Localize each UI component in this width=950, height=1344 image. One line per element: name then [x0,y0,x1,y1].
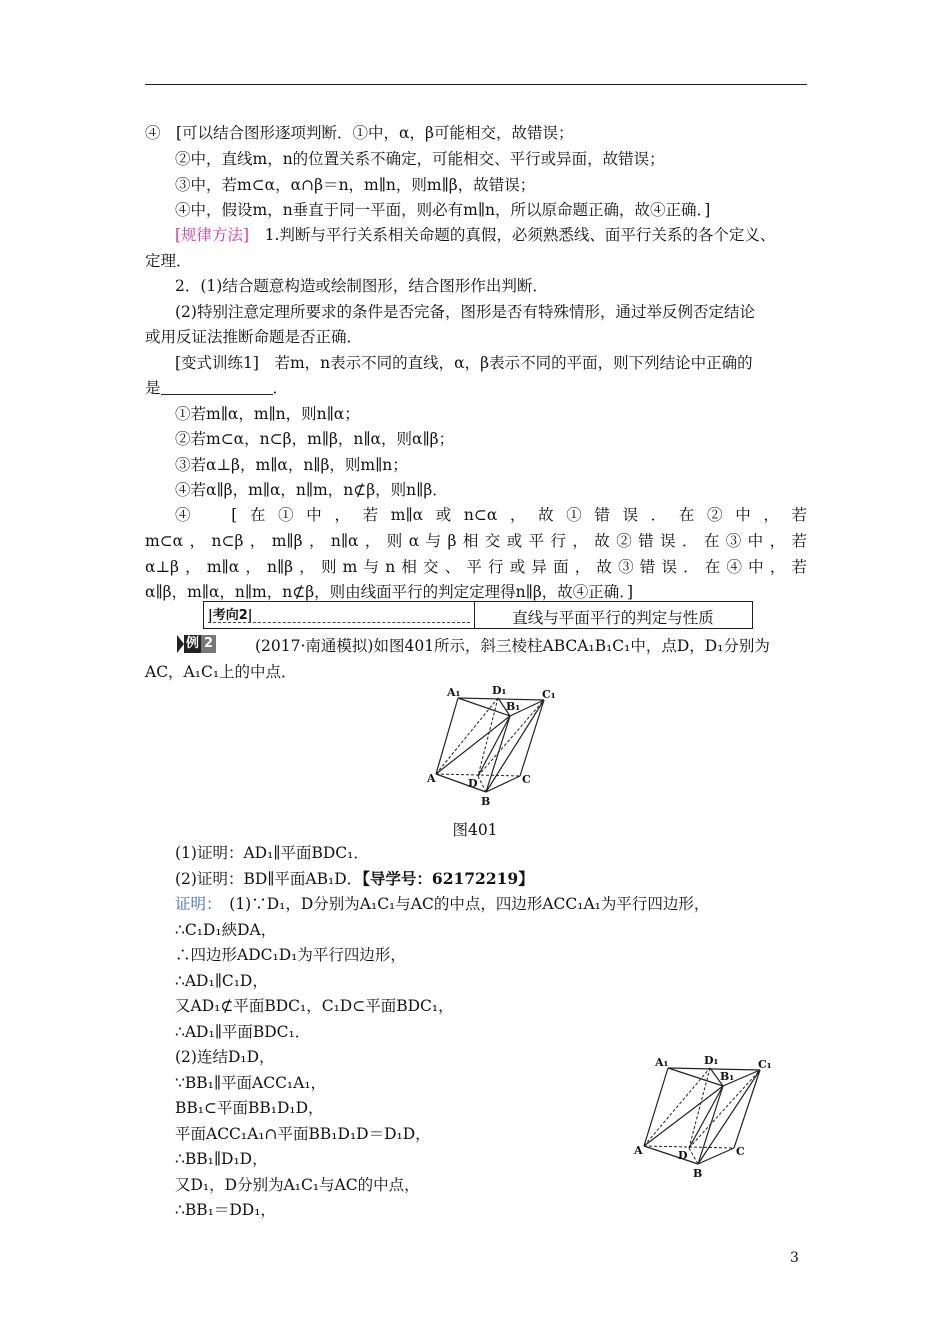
example-badge [177,635,216,653]
proof-line: ∵BB₁∥平面ACC₁A₁， [175,1074,327,1092]
text-line: 或用反证法推断命题是否正确． [145,328,363,346]
example-number: 2 [201,635,216,653]
method-line [175,225,807,245]
proof-line: 又AD₁⊄平面BDC₁，C₁D⊂平面BDC₁， [175,997,454,1015]
label-C: C [522,773,531,786]
proof-line: BB₁⊂平面BB₁D₁D， [175,1099,324,1117]
arrow-icon [177,635,184,653]
proof-line: ∴BB₁＝DD₁， [175,1201,276,1219]
header-rule [145,84,807,85]
text-line: ②中，直线m，n的位置关系不确定，可能相交、平行或异面，故错误； [175,150,665,168]
label-D: D [678,1149,688,1162]
prism-figure [420,684,560,809]
dashed-divider [208,622,470,623]
label-B1: B₁ [506,700,521,713]
prism-figure-repeat [628,1052,778,1180]
text-line: α∥β，m∥α，n∥m，n⊄β，则由线面平行的判定定理得n∥β，故④正确．] [145,583,634,601]
prism-diagram [420,684,560,809]
text-span: 是 [145,379,161,397]
option-line: ④若α∥β，m∥α，n∥m，n⊄β，则n∥β． [175,481,448,499]
label-C: C [736,1145,745,1158]
label-B: B [693,1167,703,1180]
option-line: ①若m∥α，m∥n，则n∥α； [175,405,360,423]
text-line: 定理． [145,252,192,270]
answer-line: ④ [可以结合图形逐项判断．①中，α，β可能相交，故错误； [145,124,574,142]
question-text: (2)证明：BD∥平面AB₁D． [175,870,363,888]
text-line: α⊥β，m∥α，n∥β，则m与n相交、平行或异面，故③错误．在④中，若 [145,558,807,576]
proof-line: ∴AD₁∥平面BDC₁． [175,1023,311,1041]
label-A: A [634,1144,643,1157]
text-line: ③中，若m⊂α，α∩β＝n，m∥n，则m∥β，故错误； [175,176,536,194]
question-line [175,869,807,889]
question-line: (1)证明：AD₁∥平面BDC₁． [175,844,369,862]
label-A: A [427,772,436,785]
proof-line: 又D₁，D分别为A₁C₁与AC的中点， [175,1176,420,1194]
section-header [203,601,753,629]
example-text: AC，A₁C₁上的中点． [145,663,297,681]
text-line: m⊂α，n⊂β，m∥β，n∥α，则α与β相交或平行，故②错误．在③中，若 [145,532,807,550]
proof-line [175,894,807,914]
proof-line: ∴BB₁∥D₁D， [175,1150,268,1168]
proof-text: (1)∵D₁，D分别为A₁C₁与AC的中点，四边形ACC₁A₁为平行四边形， [213,895,710,913]
proof-label: 证明： [175,895,214,913]
proof-line: 平面ACC₁A₁∩平面BB₁D₁D＝D₁D， [175,1125,431,1143]
option-line: ②若m⊂α，n⊂β，m∥β，n∥α，则α∥β； [175,430,455,448]
text-line: 2．(1)结合题意构造或绘制图形，结合图形作出判断． [175,277,548,295]
text-line: (2)特别注意定理所要求的条件是否完备，图形是否有特殊情形，通过举反例否定结论 [175,303,755,321]
text-line: ④中，假设m，n垂直于同一平面，则必有m∥n，所以原命题正确，故④正确．] [175,201,711,219]
label-B: B [481,795,491,808]
option-line: ③若α⊥β，m∥α，n∥β，则m∥n； [175,456,408,474]
section-tag: |考向2| [208,608,253,623]
exercise-heading: [变式训练1] 若m，n表示不同的直线，α，β表示不同的平面，则下列结论中正确的 [175,354,753,372]
label-D1: D₁ [704,1054,719,1067]
reference-number: 【导学号：62172219】 [362,869,534,888]
label-A1: A₁ [447,686,461,699]
text-line [145,378,807,398]
prism-diagram-repeat [628,1052,778,1180]
method-text: 1.判断与平行关系相关命题的真假，必须熟悉线、面平行关系的各个定义、 [249,226,776,244]
answer-line: ④ [在①中，若m∥α或n⊂α，故①错误．在②中，若 [175,506,807,524]
method-tag: [规律方法] [175,226,250,244]
label-A1: A₁ [655,1056,669,1069]
proof-line: (2)连结D₁D， [175,1048,275,1066]
proof-line: ∴AD₁∥C₁D， [175,972,268,990]
answer-blank [161,380,273,395]
section-title: 直线与平面平行的判定与性质 [512,609,714,627]
proof-line: ∴C₁D₁綊DA， [175,921,277,939]
label-B1: B₁ [720,1070,735,1083]
text-span: ． [272,379,289,397]
figure-caption: 图401 [452,821,498,839]
section-tag-cell [204,602,475,628]
label-D1: D₁ [492,684,507,697]
example-label: 例 [186,636,200,651]
example-text: (2017·南通模拟)如图401所示，斜三棱柱ABCA₁B₁C₁中，点D，D₁分别为 [255,637,770,655]
page-number: 3 [790,1250,799,1266]
label-C1: C₁ [542,688,556,701]
label-C1: C₁ [758,1058,772,1071]
proof-line: ∴四边形ADC₁D₁为平行四边形， [175,946,406,964]
label-D: D [468,777,478,790]
